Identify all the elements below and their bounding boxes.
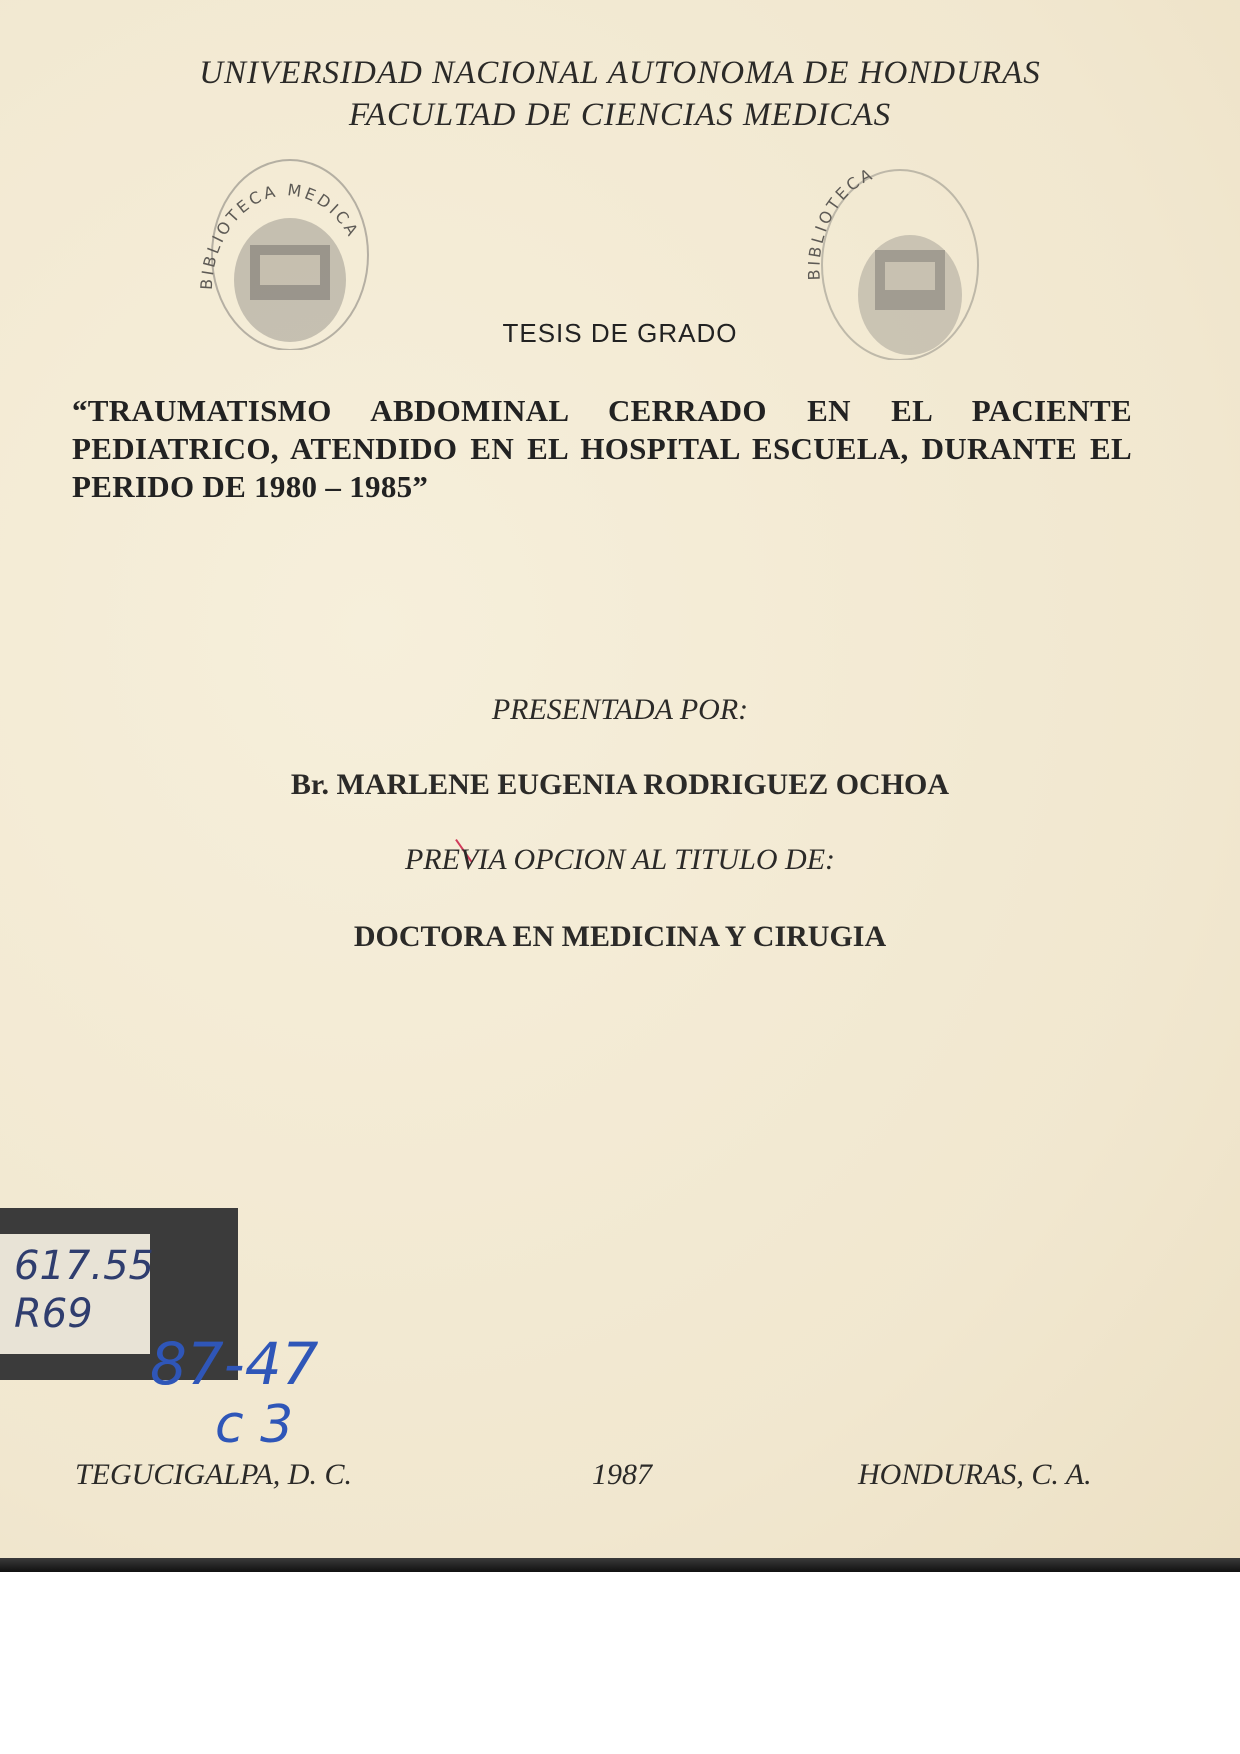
document-type: TESIS DE GRADO [502,318,738,348]
degree-title: DOCTORA EN MEDICINA Y CIRUGIA [353,920,887,953]
degree-label: PREVIA OPCION AL TITULO DE: [404,843,836,876]
call-number-line1: 617.55 [14,1243,154,1289]
stamp-text: BIBLIOTECA MEDICA [196,180,364,291]
faculty-name: FACULTAD DE CIENCIAS MEDICAS [348,97,892,133]
handwritten-copy: c 3 [215,1395,294,1455]
handwritten-accession: 87-47 [150,1330,319,1398]
footer-city: TEGUCIGALPA, D. C. [75,1458,352,1491]
author-name: Br. MARLENE EUGENIA RODRIGUEZ OCHOA [290,768,950,801]
call-number-line2: R69 [14,1291,93,1337]
university-name: UNIVERSIDAD NACIONAL AUTONOMA DE HONDURAS [199,55,1041,91]
page-bottom-edge [0,1558,1240,1572]
footer-year: 1987 [592,1458,652,1491]
footer-country: HONDURAS, C. A. [858,1458,1092,1491]
stamp-text: BIBLIOTECA [804,163,878,281]
call-number-sticker [0,1234,154,1354]
presented-by-label: PRESENTADA POR: [491,693,749,726]
thesis-title: “TRAUMATISMO ABDOMINAL CERRADO EN EL PACIENTE PEDIATRICO, ATENDIDO EN EL HOSPITAL ESCUELA, DURANTE EL PERIDO DE 1980 – 1985” [72,393,1132,504]
